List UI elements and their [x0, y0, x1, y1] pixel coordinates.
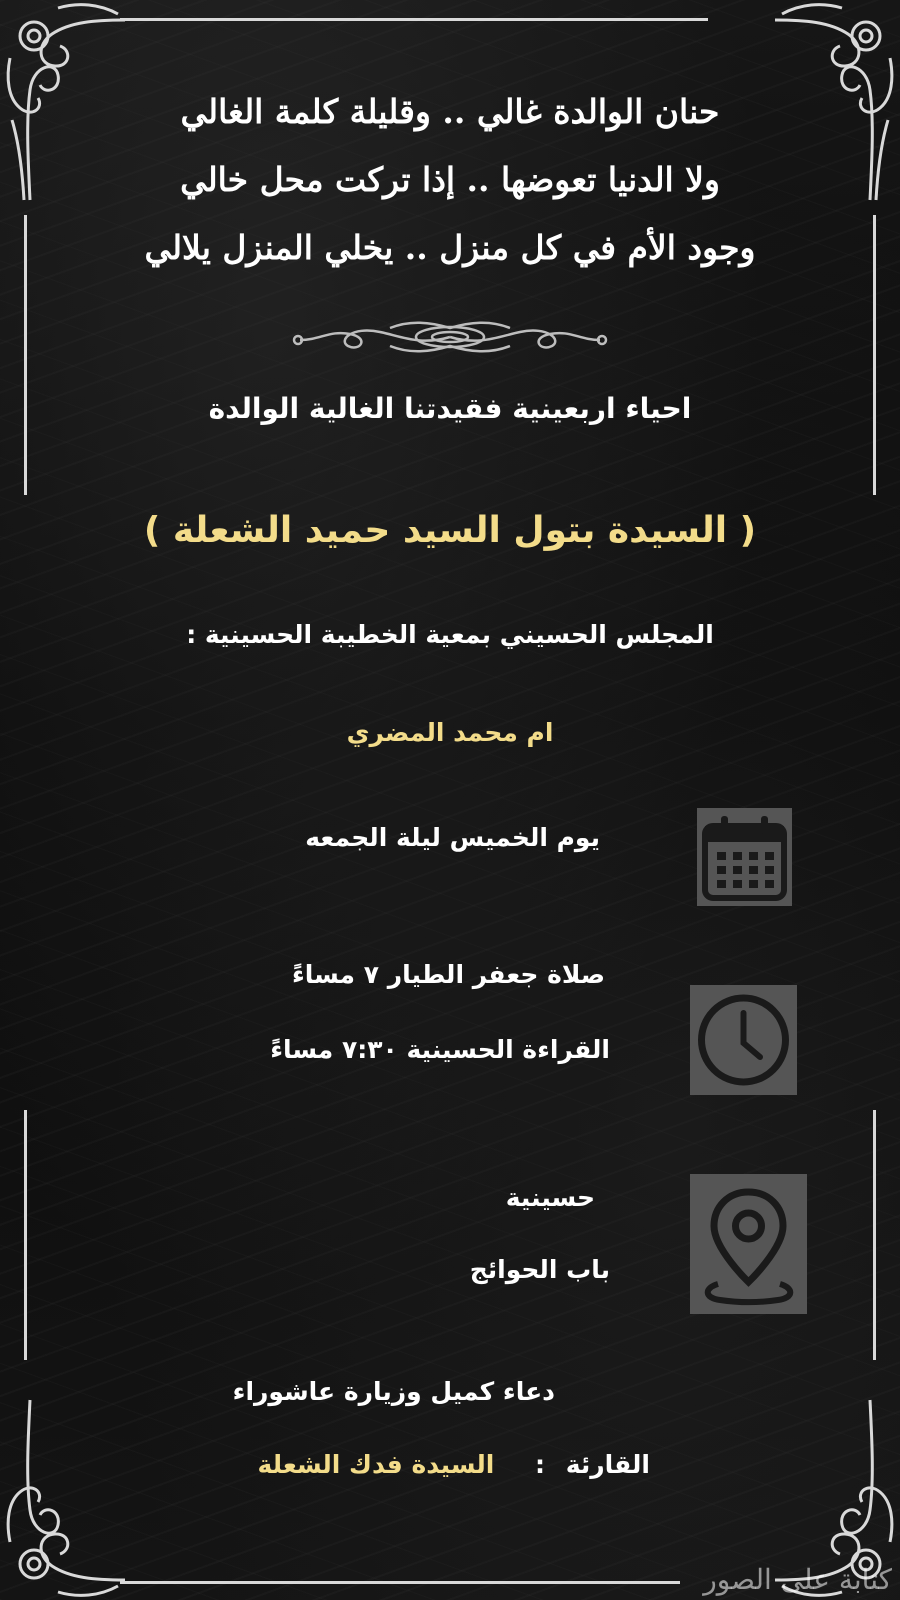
poem-line-3: وجود الأم في كل منزل .. يخلي المنزل يلالي [144, 228, 756, 267]
deceased-name: ( السيدة بتول السيد حميد الشعلة ) [143, 510, 757, 551]
location-pin-icon [690, 1174, 807, 1314]
poem-line-1: حنان الوالدة غالي .. وقليلة كلمة الغالي [180, 92, 720, 131]
reading-time: القراءة الحسينية ٧:٣٠ مساءً [270, 1035, 610, 1064]
location-name: حسينية [505, 1183, 595, 1212]
event-day: يوم الخميس ليلة الجمعه [305, 823, 600, 852]
reader-separator: : [535, 1450, 545, 1479]
clock-icon [690, 985, 797, 1095]
occasion-title: احياء اربعينية فقيدتنا الغالية الوالدة [208, 392, 692, 425]
poem-block [100, 78, 800, 282]
prayer-time: صلاة جعفر الطيار ٧ مساءً [291, 960, 605, 989]
frame-bottom-line [120, 1581, 680, 1584]
majlis-label: المجلس الحسيني بمعية الخطيبة الحسينية : [186, 620, 714, 649]
reader-row [240, 1450, 650, 1479]
divider-ornament [290, 312, 610, 362]
reader-label: القارئة [565, 1450, 650, 1479]
corner-ornament-bottom-left [0, 1380, 150, 1600]
frame-right-line-lower [873, 1110, 876, 1360]
reader-name: السيدة فدك الشعلة [257, 1450, 495, 1479]
calendar-icon [697, 808, 792, 906]
frame-top-line [120, 18, 708, 21]
majlis-reciter: ام محمد المضري [346, 718, 554, 747]
frame-right-line-upper [873, 215, 876, 495]
watermark: كتابة على الصور [703, 1563, 892, 1596]
frame-left-line-upper [24, 215, 27, 495]
poem-line-2: ولا الدنيا تعوضها .. إذا تركت محل خالي [180, 160, 720, 199]
location-detail: باب الحوائج [469, 1255, 610, 1284]
frame-left-line-lower [24, 1110, 27, 1360]
program-text: دعاء كميل وزيارة عاشوراء [232, 1377, 555, 1406]
